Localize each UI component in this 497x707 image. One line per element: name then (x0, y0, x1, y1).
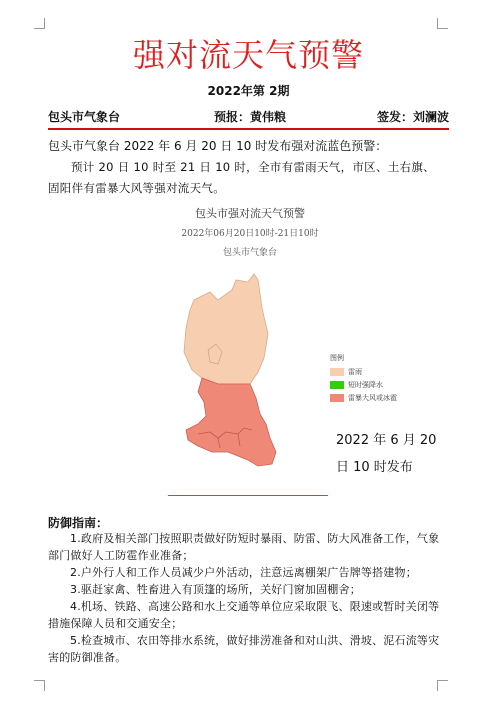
document-title: 强对流天气预警 (132, 36, 364, 74)
legend-item (330, 393, 397, 403)
guide-item: 5.检查城市、农田等排水系统，做好排涝准备和对山洪、滑坡、泥石流等灾害的防御准备。 (48, 634, 440, 664)
issue-number: 2022年第 2期 (207, 84, 290, 98)
crop-mark (437, 680, 448, 691)
legend-swatch (330, 394, 344, 402)
guide-list (48, 530, 446, 666)
region-thunderstorm (184, 274, 268, 384)
issued-line-2: 日 10 时发布 (336, 460, 413, 475)
legend-item (330, 367, 362, 377)
issued-line-1: 2022 年 6 月 20 (336, 433, 437, 448)
legend-title: 图例 (330, 354, 344, 362)
legend-item (330, 380, 383, 390)
map-org: 包头市气象台 (222, 248, 277, 258)
guide-heading: 防御指南： (48, 516, 109, 530)
issuing-org: 包头市气象台 (48, 110, 121, 124)
crop-mark (437, 18, 448, 29)
map-time-range: 2022年06月20日10时-21日10时 (181, 229, 319, 239)
guide-item: 1.政府及相关部门按照职责做好防短时暴雨、防雷、防大风准备工作，气象部门做好人工防雹作业准备； (48, 532, 440, 562)
guide-item: 2.户外行人和工作人员减少户外活动，注意远离棚架广告牌等搭建物； (70, 566, 417, 579)
forecast-paragraph: 预计 20 日 10 时至 21 日 10 时，全市有雷雨天气，市区、土右旗、固阳伴有雷暴大风等强对流天气。 (48, 160, 435, 195)
crop-mark (34, 18, 45, 29)
issued-time (336, 427, 437, 475)
legend-swatch (330, 381, 344, 389)
signer: 签发：刘澜波 (376, 110, 449, 124)
region-severe-wind (186, 378, 276, 466)
legend-label: 雷暴大风或冰雹 (348, 394, 397, 402)
map-title: 包头市强对流天气预警 (195, 207, 305, 220)
header-divider (48, 128, 449, 130)
crop-mark (34, 680, 45, 691)
guide-item: 4.机场、铁路、高速公路和水上交通等单位应采取限飞、限速或暂时关闭等措施保障人员和交通安全； (48, 600, 440, 630)
legend-swatch (330, 368, 344, 376)
intro-paragraph: 包头市气象台 2022 年 6 月 20 日 10 时发布强对流蓝色预警： (48, 139, 388, 153)
legend-label: 短时强降水 (348, 381, 383, 389)
legend-label: 雷雨 (348, 368, 362, 376)
forecaster: 预报：黄伟粮 (214, 110, 287, 124)
figure-divider (168, 495, 328, 496)
guide-item: 3.驱赶家禽、牲畜进入有顶篷的场所，关好门窗加固棚舍； (70, 583, 361, 596)
